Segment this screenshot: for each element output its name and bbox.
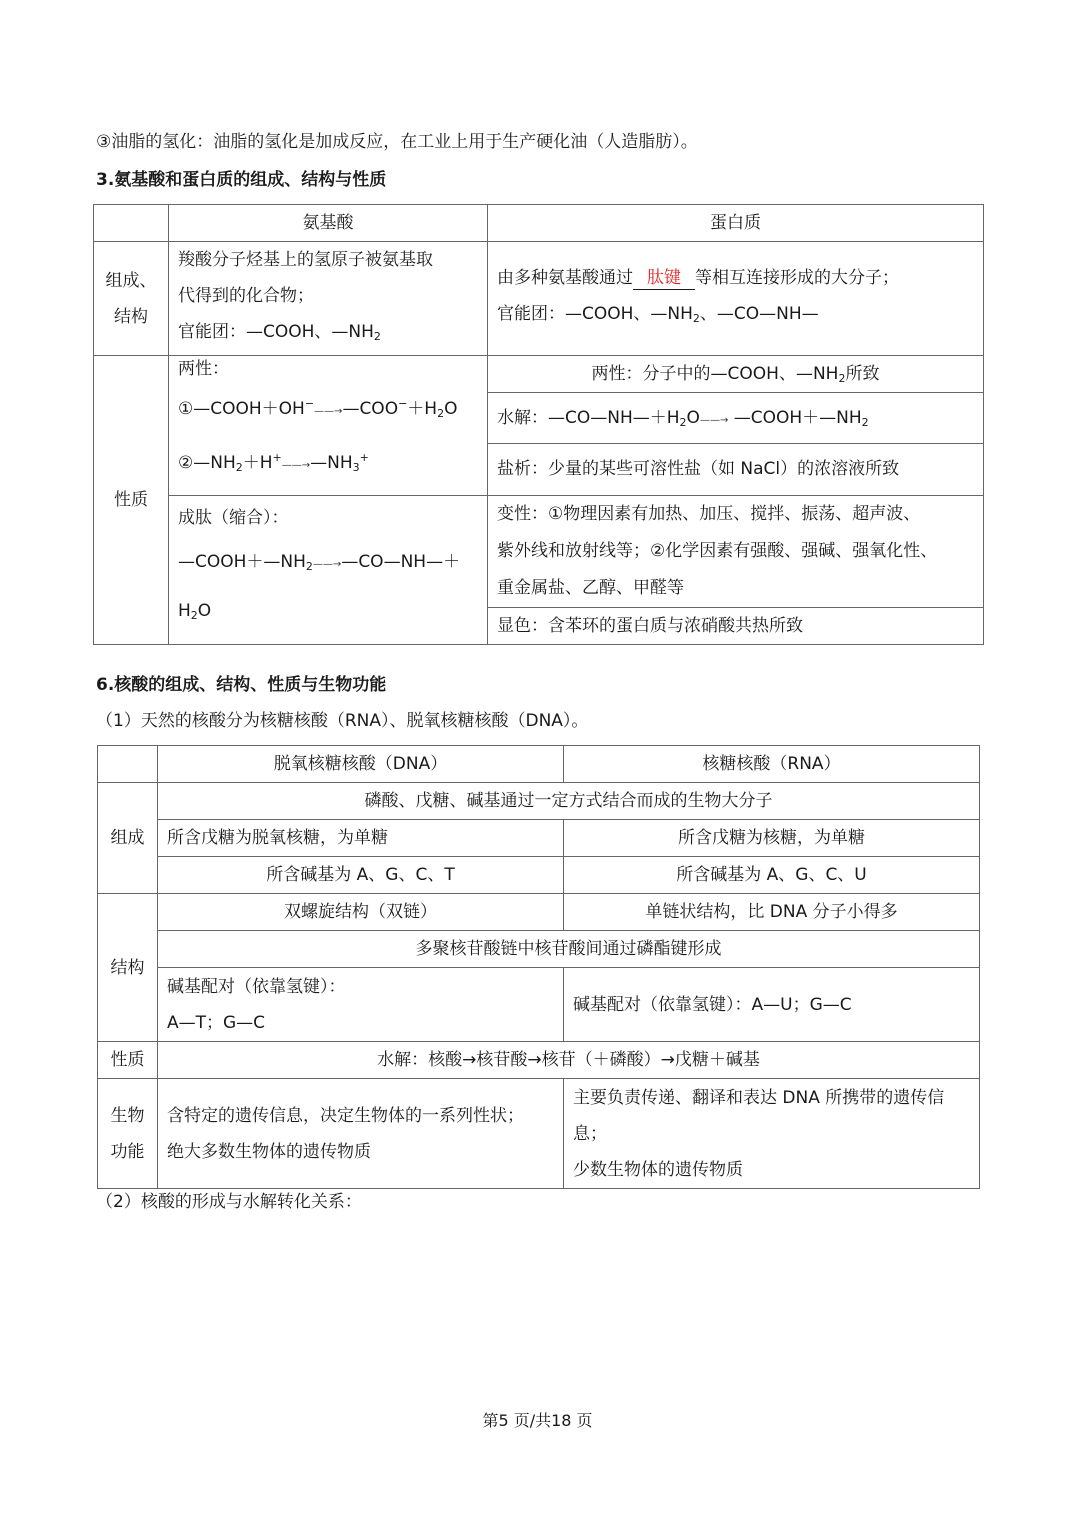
header-empty-cell	[98, 746, 158, 783]
page-footer: 第5 页/共18 页	[482, 1411, 593, 1430]
dna-function: 含特定的遗传信息，决定生物体的一系列性状； 绝大多数生物体的遗传物质	[158, 1079, 564, 1189]
dna-base-pairing: 碱基配对（依靠氢键）： A—T；G—C	[158, 968, 564, 1042]
header-protein: 蛋白质	[488, 205, 984, 242]
rna-base-pairing: 碱基配对（依靠氢键）：A—U；G—C	[564, 968, 980, 1042]
dna-bases: 所含碱基为 A、G、C、T	[158, 857, 564, 894]
properties-shared: 水解：核酸→核苷酸→核苷（＋磷酸）→戊糖＋碱基	[158, 1042, 980, 1079]
header-empty-cell	[94, 205, 169, 242]
rna-function: 主要负责传递、翻译和表达 DNA 所携带的遗传信 息； 少数生物体的遗传物质	[564, 1079, 980, 1189]
amino-amphoteric-cell: 两性： $①—COOH+OH^-——\to—COO^-+H_2O$ $②—NH_2+H^+——\to—NH_3^+$	[169, 356, 488, 496]
row-label-function: 生物 功能	[98, 1079, 158, 1189]
row-label-properties: 性质	[94, 356, 169, 645]
dna-structure: 双螺旋结构（双链）	[158, 894, 564, 931]
nucleic-acid-table	[97, 745, 980, 1189]
row-label-properties: 性质	[98, 1042, 158, 1079]
row-label-composition: 组成	[98, 783, 158, 894]
rna-structure: 单链状结构，比 DNA 分子小得多	[564, 894, 980, 931]
header-amino: 氨基酸	[169, 205, 488, 242]
section6-heading: 6.核酸的组成、结构、性质与生物功能	[96, 675, 387, 695]
protein-salting-out: 盐析：少量的某些可溶性盐（如 NaCl）的浓溶液所致	[497, 459, 900, 479]
rna-bases: 所含碱基为 A、G、C、U	[564, 857, 980, 894]
row-label-structure: 结构	[98, 894, 158, 1042]
section6-sub1: （1）天然的核酸分为核糖核酸（RNA）、脱氧核糖核酸（DNA）。	[96, 711, 589, 731]
intro-line: ③油脂的氢化：油脂的氢化是加成反应，在工业上用于生产硬化油（人造脂肪）。	[96, 132, 698, 152]
protein-denaturation: 变性：①物理因素有加热、加压、搅拌、振荡、超声波、 紫外线和放射线等；②化学因素有强酸、强碱、强氧化性、 重金属盐、乙醇、甲醛等	[488, 496, 983, 608]
amino-composition-cell: 羧酸分子烃基上的氢原子被氨基取 代得到的化合物； 官能团：—COOH、$—NH_2$	[169, 242, 488, 356]
amino-protein-table	[93, 204, 984, 645]
protein-color-reaction: 显色：含苯环的蛋白质与浓硝酸共热所致	[497, 616, 803, 636]
protein-composition-cell: 由多种氨基酸通过 肽键 等相互连接形成的大分子； 官能团：—COOH、$—NH_2$、—CO—NH—	[488, 242, 984, 356]
section6-sub2: （2）核酸的形成与水解转化关系：	[96, 1192, 362, 1212]
protein-amphoteric: 两性：分子中的—COOH、$—NH_2$所致	[488, 356, 983, 393]
rna-sugar: 所含戊糖为核糖，为单糖	[564, 820, 980, 857]
header-rna: 核糖核酸（RNA）	[564, 746, 980, 783]
composition-shared: 磷酸、戊糖、碱基通过一定方式结合而成的生物大分子	[158, 783, 980, 820]
protein-denature-group	[488, 496, 984, 645]
peptide-bond-answer: 肽键	[647, 268, 681, 288]
protein-hydrolysis: 水解：$—CO—NH—+H_2O——\to$ $—COOH+—NH_2$	[488, 393, 983, 444]
protein-amphoteric-group	[488, 356, 984, 496]
section3-heading: 3.氨基酸和蛋白质的组成、结构与性质	[96, 170, 387, 190]
row-label-composition: 组成、 结构	[94, 242, 169, 356]
structure-shared: 多聚核苷酸链中核苷酸间通过磷酯键形成	[158, 931, 980, 968]
header-dna: 脱氧核糖核酸（DNA）	[158, 746, 564, 783]
amino-peptide-cell: 成肽（缩合）： $—COOH+—NH_2——\to—CO—NH—+$ $H_2O$	[169, 496, 488, 645]
dna-sugar: 所含戊糖为脱氧核糖，为单糖	[158, 820, 564, 857]
